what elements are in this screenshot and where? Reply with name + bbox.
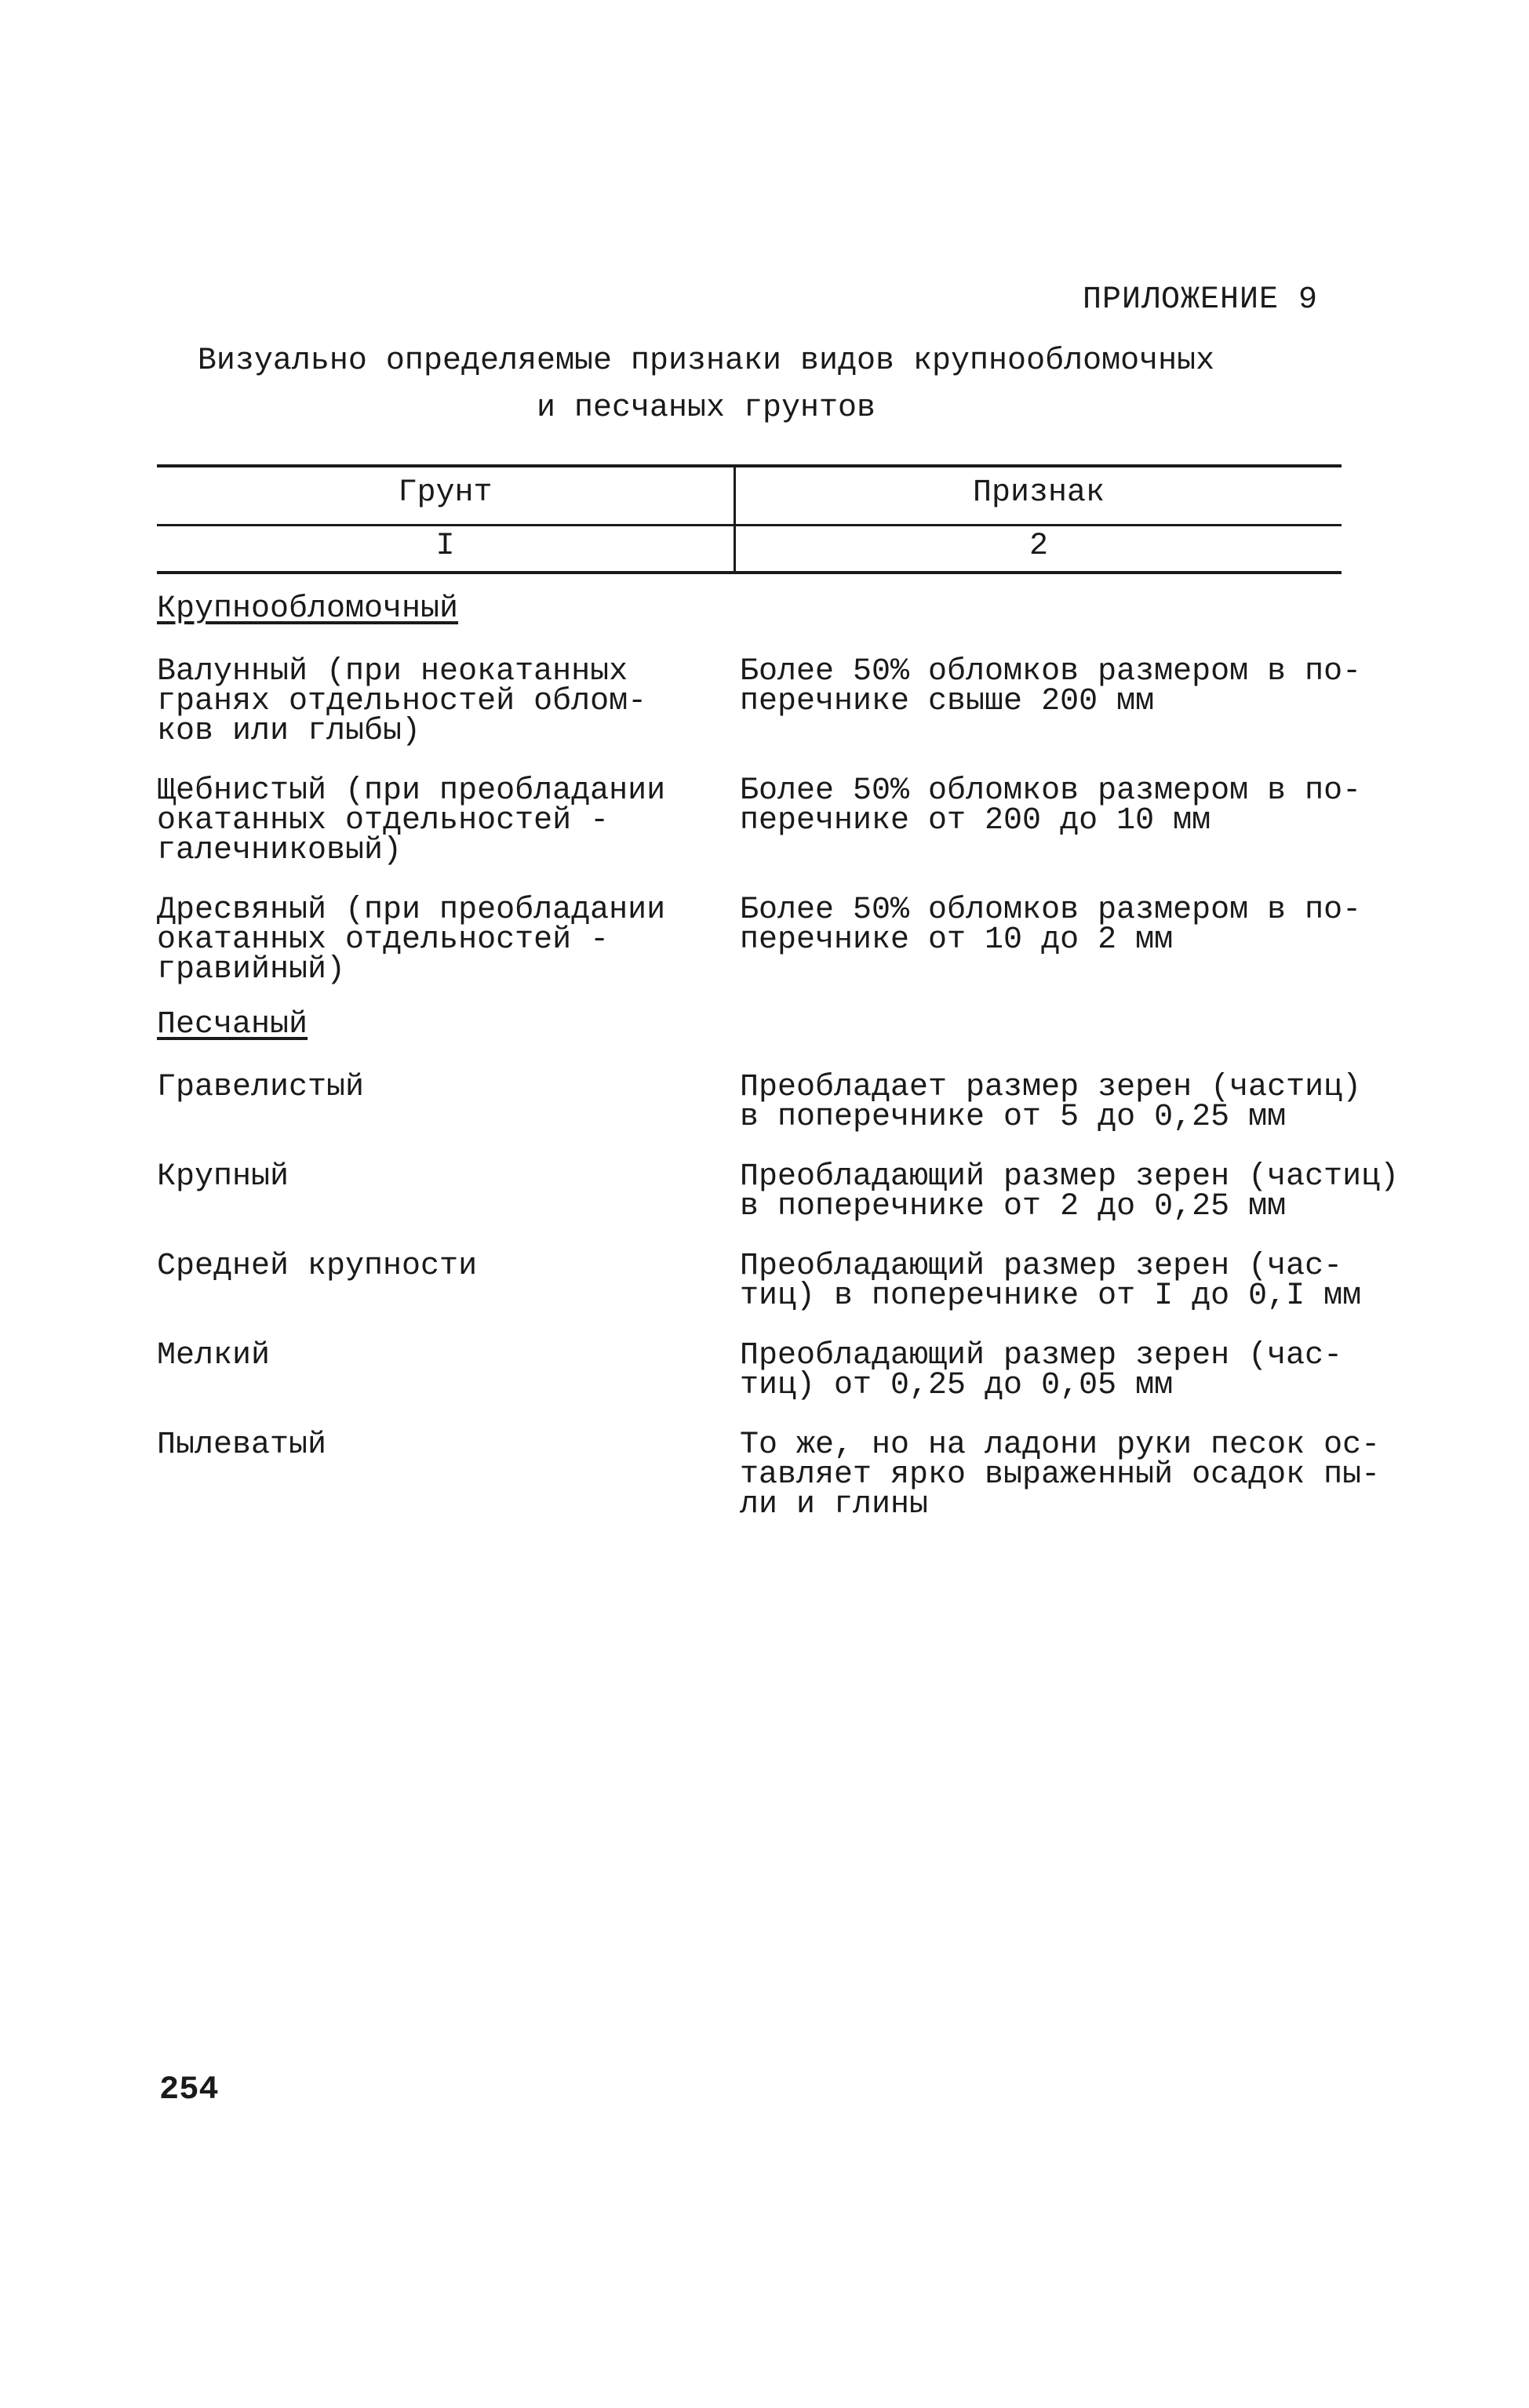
table-header-rule bbox=[157, 524, 1342, 526]
soil-sign: Преобладающий размер зерен (частиц) в поперечнике от 2 до 0,25 мм bbox=[740, 1159, 1400, 1224]
soil-name: Мелкий bbox=[157, 1338, 271, 1373]
column-header-soil: Грунт bbox=[398, 475, 493, 511]
title-line-2: и песчаных грунтов bbox=[536, 391, 876, 426]
page-number: 254 bbox=[159, 2071, 219, 2108]
soil-name: Пылеватый bbox=[157, 1428, 327, 1463]
soil-name: Средней крупности bbox=[157, 1249, 478, 1284]
column-number-2: 2 bbox=[1028, 529, 1048, 564]
soil-sign: Преобладает размер зерен (частиц) в поперечнике от 5 до 0,25 мм bbox=[740, 1070, 1362, 1135]
soil-sign: Более 50% обломков размером в по- перечнике от 10 до 2 мм bbox=[740, 893, 1362, 958]
soil-name: Дресвяный (при преобладании окатанных отдельностей - гравийный) bbox=[157, 893, 666, 988]
soil-sign: Более 50% обломков размером в по- перечнике от 200 до 10 мм bbox=[740, 773, 1362, 838]
section-title-sandy: Песчаный bbox=[157, 1007, 308, 1042]
column-number-1: I bbox=[435, 529, 455, 564]
soil-name: Гравелистый bbox=[157, 1070, 365, 1105]
soil-sign: Преобладающий размер зерен (час- тиц) в поперечнике от I до 0,I мм bbox=[740, 1249, 1362, 1314]
soil-sign: Преобладающий размер зерен (час- тиц) от 0,25 до 0,05 мм bbox=[740, 1338, 1343, 1403]
soil-sign: То же, но на ладони руки песок ос- тавляет ярко выраженный осадок пы- ли и глины bbox=[740, 1428, 1381, 1522]
section-title-coarse: Крупнообломочный bbox=[157, 591, 459, 627]
soil-name: Крупный bbox=[157, 1159, 289, 1195]
soil-name: Щебнистый (при преобладании окатанных отдельностей - галечниковый) bbox=[157, 773, 666, 868]
soil-sign: Более 50% обломков размером в по- перечнике свыше 200 мм bbox=[740, 654, 1362, 719]
title-line-1: Визуально определяемые признаки видов крупнообломочных bbox=[197, 344, 1215, 379]
column-header-sign: Признак bbox=[972, 475, 1105, 511]
table-number-rule bbox=[157, 571, 1342, 574]
soil-name: Валунный (при неокатанных гранях отдельностей облом- ков или глыбы) bbox=[157, 654, 647, 749]
table-top-rule bbox=[157, 464, 1342, 467]
appendix-label: ПРИЛОЖЕНИЕ 9 bbox=[1083, 282, 1319, 318]
